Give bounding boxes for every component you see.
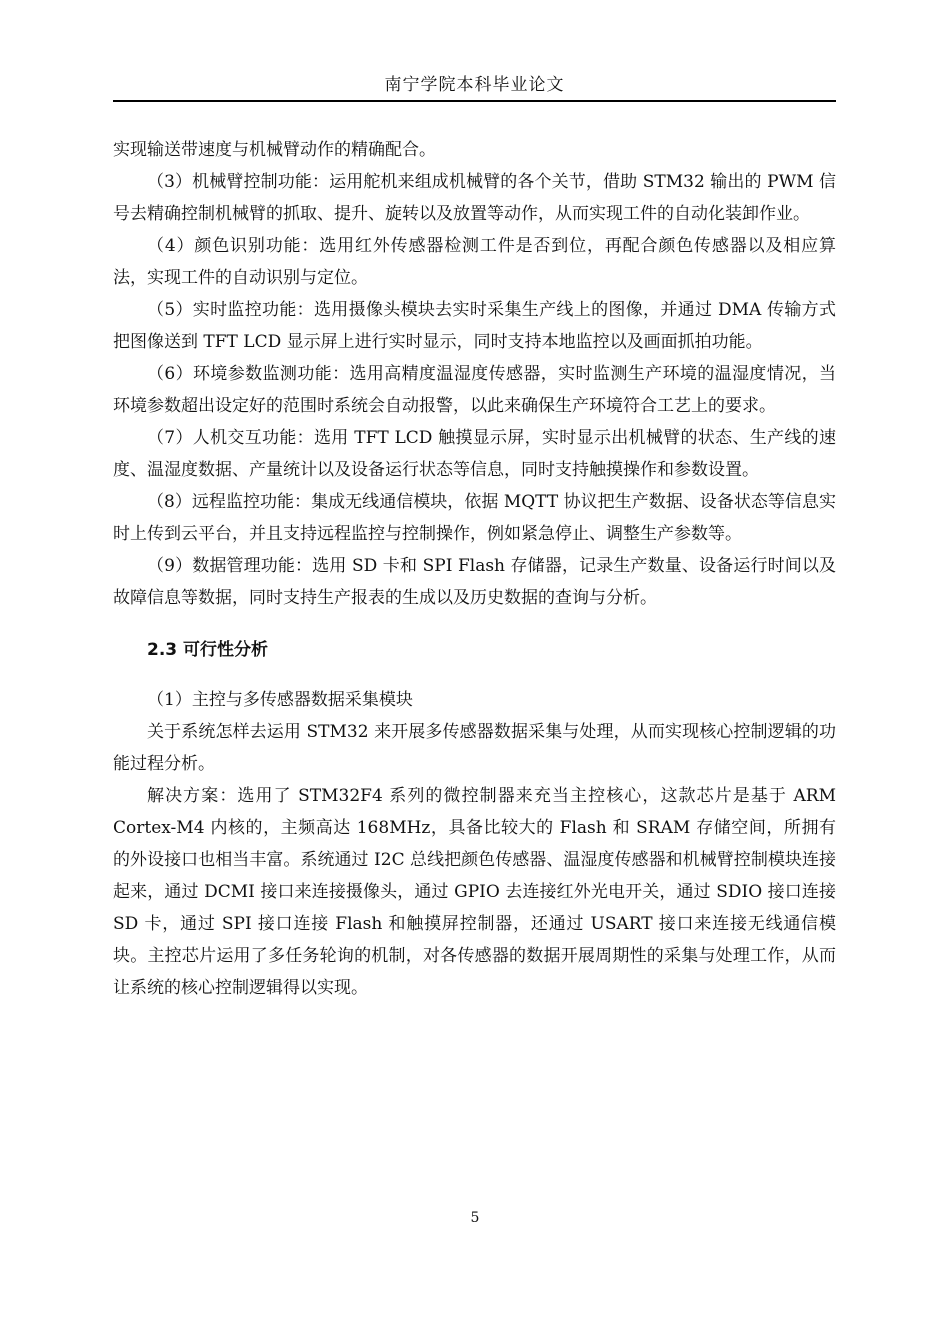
section-heading: 2.3 可行性分析 bbox=[147, 640, 269, 660]
subsection-heading: （1）主控与多传感器数据采集模块 bbox=[147, 690, 413, 710]
paragraph-solution: 解决方案：选用了 STM32F4 系列的微控制器来充当主控核心，这款芯片是基于 ARM Cortex-M4 内核的，主频高达 168MHz，具备比较大的 Flash 和 SRAM 存储空间，所拥有的外设接口也相当丰富。系统通过 I2C 总线把颜色传感器、温湿度传感器和机械臂控制模块连接起来，通过 DCMI 接口来连接摄像头，通过 GPIO 去连接红外光电开关，通过 SDIO 接口连接 SD 卡，通过 SPI 接口连接 Flash 和触摸屏控制器，还通过 USART 接口来连接无线通信模块。主控芯片运用了多任务轮询的机制，对各传感器的数据开展周期性的采集与处理工作，从而让系统的核心控制逻辑得以实现。 bbox=[113, 786, 836, 998]
header-rule bbox=[113, 100, 836, 102]
paragraph-remote-monitoring: （8）远程监控功能：集成无线通信模块，依据 MQTT 协议把生产数据、设备状态等信息实时上传到云平台，并且支持远程监控与控制操作，例如紧急停止、调整生产参数等。 bbox=[113, 492, 836, 544]
body-text bbox=[113, 134, 836, 1004]
paragraph-analysis: 关于系统怎样去运用 STM32 来开展多传感器数据采集与处理，从而实现核心控制逻辑的功能过程分析。 bbox=[113, 722, 836, 774]
paragraph-environment-monitoring: （6）环境参数监测功能：选用高精度温湿度传感器，实时监测生产环境的温湿度情况，当环境参数超出设定好的范围时系统会自动报警，以此来确保生产环境符合工艺上的要求。 bbox=[113, 364, 836, 416]
paragraph-realtime-monitoring: （5）实时监控功能：选用摄像头模块去实时采集生产线上的图像，并通过 DMA 传输方式把图像送到 TFT LCD 显示屏上进行实时显示，同时支持本地监控以及画面抓拍功能。 bbox=[113, 300, 836, 352]
paragraph-color-recognition: （4）颜色识别功能：选用红外传感器检测工件是否到位，再配合颜色传感器以及相应算法，实现工件的自动识别与定位。 bbox=[113, 236, 836, 288]
paragraph-data-management: （9）数据管理功能：选用 SD 卡和 SPI Flash 存储器，记录生产数量、设备运行时间以及故障信息等数据，同时支持生产报表的生成以及历史数据的查询与分析。 bbox=[113, 556, 836, 608]
paragraph-continued: 实现输送带速度与机械臂动作的精确配合。 bbox=[113, 140, 436, 160]
running-header: 南宁学院本科毕业论文 bbox=[384, 75, 565, 95]
paragraph-hmi: （7）人机交互功能：选用 TFT LCD 触摸显示屏，实时显示出机械臂的状态、生产线的速度、温湿度数据、产量统计以及设备运行状态等信息，同时支持触摸操作和参数设置。 bbox=[113, 428, 836, 480]
page-number: 5 bbox=[470, 1210, 480, 1226]
paragraph-robot-arm-control: （3）机械臂控制功能：运用舵机来组成机械臂的各个关节，借助 STM32 输出的 PWM 信号去精确控制机械臂的抓取、提升、旋转以及放置等动作，从而实现工件的自动化装卸作业。 bbox=[113, 172, 836, 224]
